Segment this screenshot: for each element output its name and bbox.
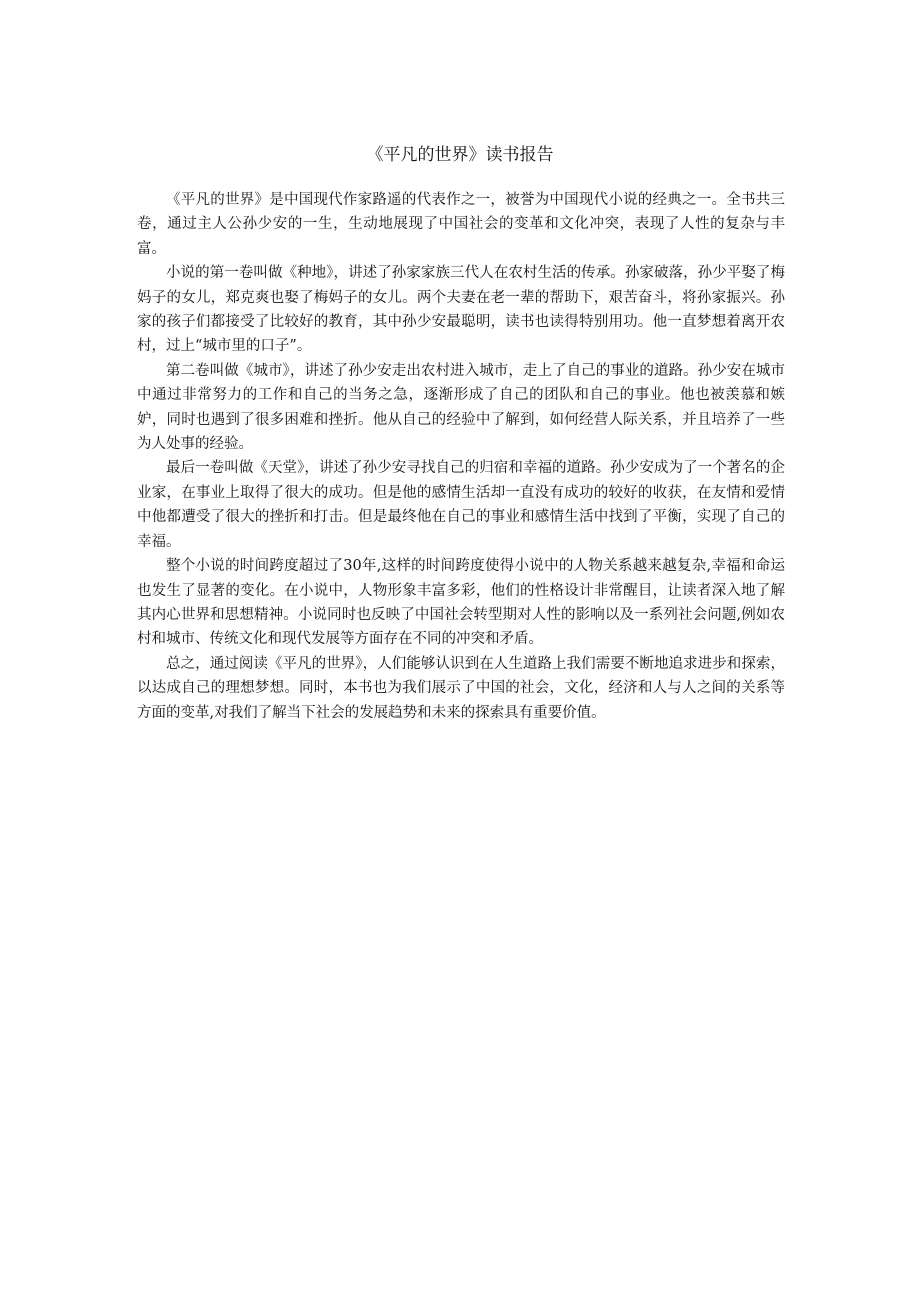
document-body	[137, 188, 785, 725]
document-title: 《平凡的世界》读书报告	[366, 145, 554, 165]
paragraph-conclusion: 总之，通过阅读《平凡的世界》，人们能够认识到在人生道路上我们需要不断地追求进步和探索，以达成自己的理想梦想。同时，本书也为我们展示了中国的社会，文化，经济和人与人之间的关系等方面的变革,对我们了解当下社会的发展趋势和未来的探索具有重要价值。	[137, 655, 785, 721]
paragraph-intro: 《平凡的世界》是中国现代作家路遥的代表作之一，被誉为中国现代小说的经典之一。全书共三卷，通过主人公孙少安的一生，生动地展现了中国社会的变革和文化冲突，表现了人性的复杂与丰富。	[137, 192, 785, 257]
paragraph-analysis: 整个小说的时间跨度超过了30年,这样的时间跨度使得小说中的人物关系越来越复杂,幸福和命运也发生了显著的变化。在小说中，人物形象丰富多彩，他们的性格设计非常醒目，让读者深入地了解其内心世界和思想精神。小说同时也反映了中国社会转型期对人性的影响以及一系列社会问题,例如农村和城市、传统文化和现代发展等方面存在不同的冲突和矛盾。	[137, 558, 785, 648]
paragraph-volume-one: 小说的第一卷叫做《种地》，讲述了孙家家族三代人在农村生活的传承。孙家破落，孙少平娶了梅妈子的女儿，郑克爽也娶了梅妈子的女儿。两个夫妻在老一辈的帮助下，艰苦奋斗，将孙家振兴。孙家的孩子们都接受了比较好的教育，其中孙少安最聪明，读书也读得特别用功。他一直梦想着离开农村，过上“城市里的口子”。	[137, 265, 785, 355]
paragraph-volume-two: 第二卷叫做《城市》，讲述了孙少安走出农村进入城市，走上了自己的事业的道路。孙少安在城市中通过非常努力的工作和自己的当务之急，逐渐形成了自己的团队和自己的事业。他也被羡慕和嫉妒，同时也遇到了很多困难和挫折。他从自己的经验中了解到，如何经营人际关系，并且培养了一些为人处事的经验。	[137, 362, 785, 453]
paragraph-volume-three: 最后一卷叫做《天堂》，讲述了孙少安寻找自己的归宿和幸福的道路。孙少安成为了一个著名的企业家，在事业上取得了很大的成功。但是他的感情生活却一直没有成功的较好的收获，在友情和爱情中他都遭受了很大的挫折和打击。但是最终他在自己的事业和感情生活中找到了平衡，实现了自己的幸福。	[137, 460, 785, 550]
